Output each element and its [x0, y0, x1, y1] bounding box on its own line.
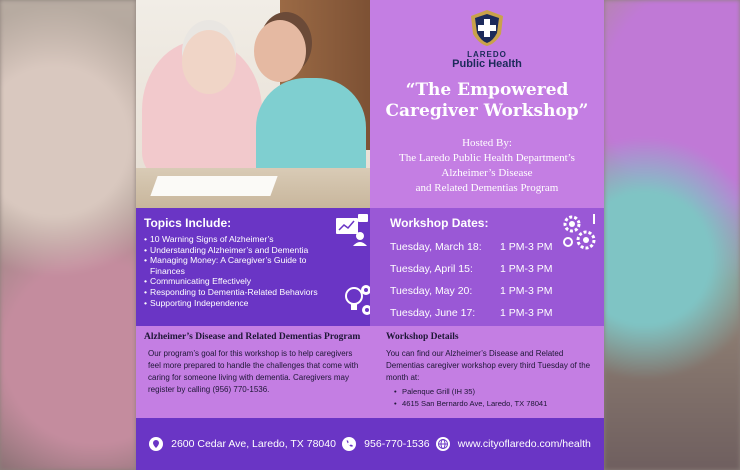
topic-item: • Responding to Dementia-Related Behaviors: [144, 287, 324, 298]
time: 1 PM-3 PM: [500, 307, 553, 319]
program-heading: Alzheimer’s Disease and Related Dementias Program: [144, 332, 361, 342]
details-heading: Workshop Details: [386, 332, 459, 342]
topics-panel: [136, 208, 370, 326]
date-row: [390, 302, 604, 324]
date: Tuesday, March 18:: [390, 241, 482, 253]
topic-item: • Supporting Independence: [144, 298, 324, 309]
topic-item: • Managing Money: A Caregiver’s Guide to Finances: [144, 255, 324, 276]
workshop-flyer: [136, 0, 604, 470]
location-item: • 4615 San Bernardo Ave, Laredo, TX 78041: [394, 398, 596, 410]
flyer-header: [370, 0, 604, 208]
workshop-details-section: [370, 326, 604, 418]
footer-address: [149, 437, 336, 451]
date: Tuesday, May 20:: [390, 285, 473, 297]
topic-item: • Understanding Alzheimer’s and Dementia: [144, 245, 324, 256]
topic-item: • 10 Warning Signs of Alzheimer’s: [144, 234, 324, 245]
details-text: You can find our Alzheimer’s Disease and Related Dementias caregiver workshop every third Tuesday of the month at:: [386, 349, 591, 382]
program-text: Our program’s goal for this workshop is to help caregivers feel more prepared to handle the challenges that come with caring for someone living with dementia. Caregivers may register by calling (956) 770-1536.: [148, 349, 359, 394]
topics-list: [144, 234, 324, 308]
time: 1 PM-3 PM: [500, 241, 553, 253]
laredo-public-health-logo: [467, 8, 507, 48]
caregiver-photo: [136, 0, 370, 208]
presentation-chart-icon: [334, 214, 368, 246]
dates-panel: [370, 208, 604, 326]
footer-website[interactable]: [436, 437, 591, 451]
location-item: • Palenque Grill (IH 35): [394, 386, 596, 398]
topic-item: • Communicating Effectively: [144, 276, 324, 287]
brand-line2: Public Health: [452, 58, 522, 70]
topics-heading: Topics Include:: [144, 216, 232, 230]
globe-icon: [436, 437, 450, 451]
blurred-background-left: [0, 0, 136, 470]
program-section: [136, 326, 370, 418]
footer-phone[interactable]: [342, 437, 429, 451]
hosted-line3: and Related Dementias Program: [415, 182, 559, 194]
phone-text[interactable]: 956-770-1536: [364, 438, 430, 450]
footer: [136, 418, 604, 470]
time: 1 PM-3 PM: [500, 285, 553, 297]
locations-list: [394, 386, 596, 410]
phone-icon: [342, 437, 356, 451]
website-link[interactable]: www.cityoflaredo.com/health: [457, 438, 591, 450]
gears-icon: [560, 212, 600, 252]
hosted-line1: The Laredo Public Health Department’s: [399, 152, 575, 164]
time: 1 PM-3 PM: [500, 263, 553, 275]
address-text: 2600 Cedar Ave, Laredo, TX 78040: [171, 438, 336, 450]
location-pin-icon: [149, 437, 163, 451]
date: Tuesday, June 17:: [390, 307, 476, 319]
dates-heading: Workshop Dates:: [390, 216, 489, 230]
flyer-title: “The Empowered Caregiver Workshop”: [385, 80, 589, 121]
date: Tuesday, April 15:: [390, 263, 473, 275]
hosted-label: Hosted By:: [462, 137, 512, 149]
hosted-line2: Alzheimer’s Disease: [441, 167, 533, 179]
date-row: [390, 258, 604, 280]
blurred-background-right: [604, 0, 740, 470]
hosted-by: [374, 136, 600, 196]
brand-line1: LAREDO: [467, 50, 507, 59]
date-row: [390, 280, 604, 302]
